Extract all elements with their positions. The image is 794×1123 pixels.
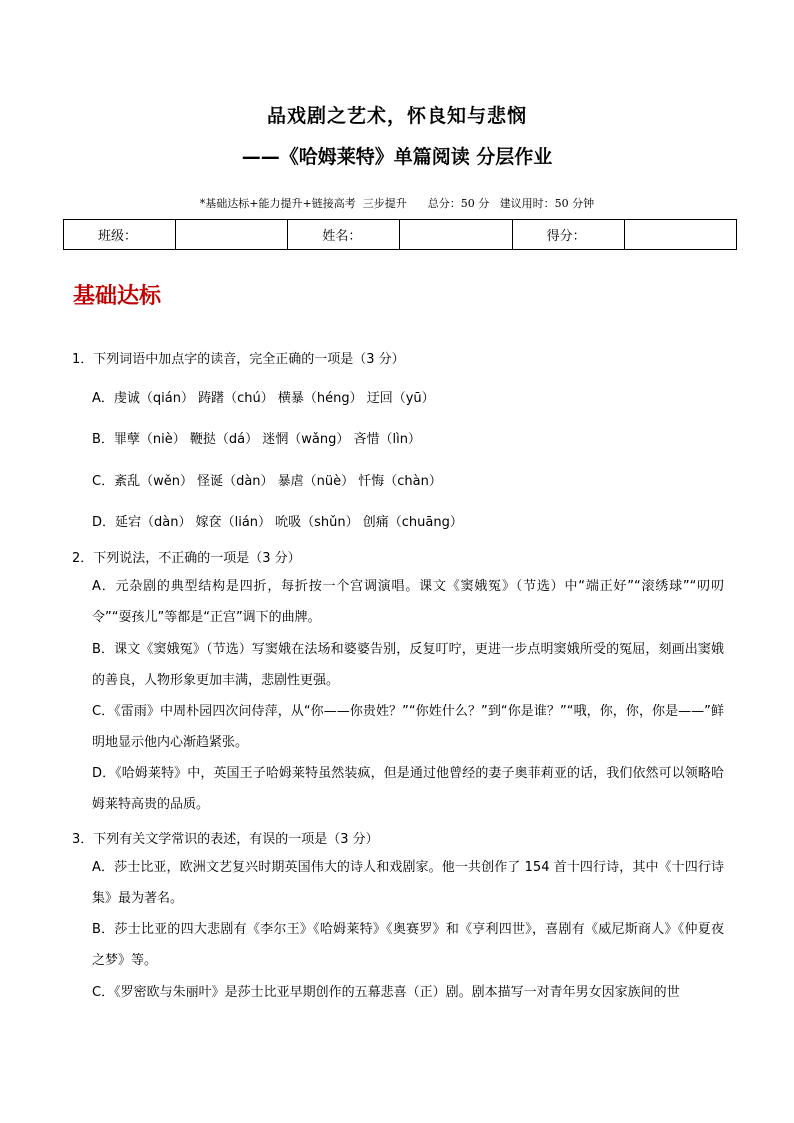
question-1-option-c: C．紊乱（wěn） 怪诞（dàn） 暴虐（nüè） 忏悔（chàn）	[92, 474, 442, 489]
question-3-stem: 3．下列有关文学常识的表述，有误的一项是（3 分）	[72, 832, 379, 847]
score-label: 得分：	[512, 220, 624, 250]
question-2-option-b: B．课文《窦娥冤》（节选）写窦娥在法场和婆婆告别，反复叮咛，更进一步点明窦娥所受的冤屈，刻画出窦娥的善良，人物形象更加丰满，悲剧性更强。	[92, 642, 724, 688]
question-1-stem: 1．下列词语中加点字的读音，完全正确的一项是（3 分）	[72, 352, 405, 367]
question-3-option-c: C．《罗密欧与朱丽叶》是莎士比亚早期创作的五幕悲喜（正）剧。剧本描写一对青年男女因家族间的世	[92, 985, 680, 1000]
student-info-table	[63, 219, 737, 250]
section-title: 基础达标	[73, 283, 162, 309]
question-2-option-a: A．元杂剧的典型结构是四折，每折按一个宫调演唱。课文《窦娥冤》（节选）中“端正好”“滚绣球”“叨叨令”“耍孩儿”等都是“正宫”调下的曲牌。	[92, 579, 724, 625]
question-3-option-b: B．莎士比亚的四大悲剧有《李尔王》《哈姆莱特》《奥赛罗》和《亨利四世》，喜剧有《威尼斯商人》《仲夏夜之梦》等。	[92, 922, 724, 968]
question-1-option-b: B．罪孽（niè） 鞭挞（dá） 迷惘（wǎng） 吝惜（lìn）	[92, 432, 421, 447]
question-1-option-a: A．虔诚（qián） 踌躇（chú） 横暴（héng） 迂回（yū）	[92, 391, 435, 406]
name-field[interactable]	[400, 220, 512, 250]
name-label: 姓名：	[288, 220, 400, 250]
assignment-meta: *基础达标+能力提升+链接高考 三步提升 总分：50 分 建议用时：50 分钟	[199, 197, 595, 210]
question-2-stem: 2．下列说法，不正确的一项是（3 分）	[72, 551, 301, 566]
class-field[interactable]	[176, 220, 288, 250]
score-field[interactable]	[624, 220, 736, 250]
page-title: 品戏剧之艺术，怀良知与悲悯	[266, 105, 527, 127]
question-1-option-d: D．延宕（dàn） 嫁奁（lián） 吮吸（shǔn） 创痛（chuāng）	[92, 515, 463, 530]
class-label: 班级：	[64, 220, 176, 250]
page-subtitle: ——《哈姆莱特》单篇阅读 分层作业	[241, 146, 553, 168]
question-2-option-c: C．《雷雨》中周朴园四次问侍萍，从“你——你贵姓？”“你姓什么？”到“你是谁？”“哦，你，你，你是——”鲜明地显示他内心渐趋紧张。	[92, 704, 724, 750]
question-3-option-a: A．莎士比亚，欧洲文艺复兴时期英国伟大的诗人和戏剧家。他一共创作了 154 首十四行诗，其中《十四行诗集》最为著名。	[92, 860, 724, 906]
question-2-option-d: D．《哈姆莱特》中，英国王子哈姆莱特虽然装疯，但是通过他曾经的妻子奥菲莉亚的话，我们依然可以领略哈姆莱特高贵的品质。	[92, 766, 724, 812]
